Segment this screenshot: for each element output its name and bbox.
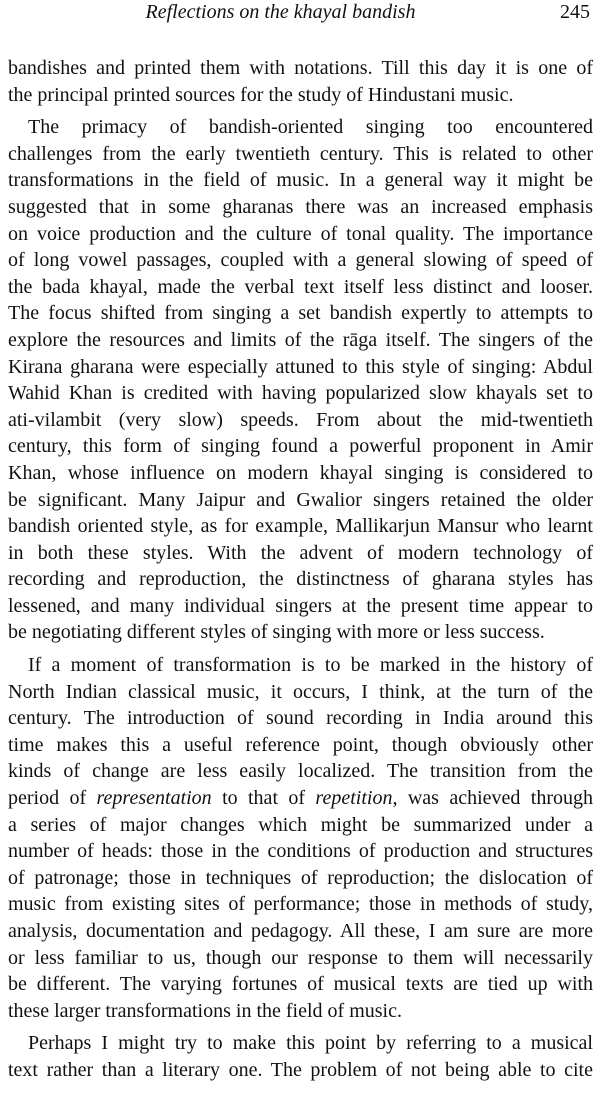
text-line: ati-vilambit (very slow) speeds. From about the mid-twentieth (8, 408, 593, 431)
text-line: Wahid Khan is credited with having popularized slow khayals set to (8, 382, 593, 405)
text-line: of patronage; those in techniques of reproduction; the dislocation of (8, 866, 593, 889)
text-line: The primacy of bandish-oriented singing too encountered (28, 116, 593, 139)
text-line: be negotiating different styles of singing with more or less success. (8, 621, 545, 644)
text-line: time makes this a useful reference point, though obviously other (8, 733, 593, 756)
text-line: kinds of change are less easily localized. The transition from the (8, 760, 593, 783)
text-line: bandish oriented style, as for example, Mallikarjun Mansur who learnt (8, 515, 593, 538)
text-line: The focus shifted from singing a set bandish expertly to attempts to (8, 302, 593, 325)
text-line: explore the resources and limits of the rāga itself. The singers of the (8, 328, 593, 351)
running-title: Reflections on the khayal bandish (145, 1, 416, 23)
text-line: the principal printed sources for the study of Hindustani music. (8, 83, 514, 106)
text-line: Khan, whose influence on modern khayal singing is considered to (8, 461, 593, 484)
text-line: lessened, and many individual singers at the present time appear to (8, 594, 593, 617)
text-line: North Indian classical music, it occurs, I think, at the turn of the (8, 680, 593, 703)
text-line: recording and reproduction, the distinctness of gharana styles has (8, 568, 593, 591)
text-line: analysis, documentation and pedagogy. All these, I am sure are more (8, 920, 593, 942)
text-line: these larger transformations in the field of music. (8, 999, 402, 1022)
text-line: Kirana gharana were especially attuned to this style of singing: Abdul (8, 355, 593, 378)
text-line: in both these styles. With the advent of modern technology of (8, 541, 593, 564)
paragraph-musical-text (8, 1030, 593, 1083)
text-line: Perhaps I might try to make this point by referring to a musical (28, 1032, 593, 1055)
text-line: on voice production and the culture of tonal quality. The importance (8, 222, 593, 245)
text-line: the bada khayal, made the verbal text itself less distinct and looser. (8, 275, 593, 298)
paragraph-transformation (8, 652, 593, 1024)
text-line: music from existing sites of performance; those in methods of study, (8, 893, 593, 916)
body-text (8, 55, 593, 1084)
text-line: If a moment of transformation is to be marked in the history of (28, 654, 593, 677)
text-line: or less familiar to us, though our response to them will necessarily (8, 946, 593, 969)
text-line: century. The introduction of sound recording in India around this (8, 707, 593, 730)
page-number: 245 (560, 1, 590, 23)
text-line: be significant. Many Jaipur and Gwalior singers retained the older (8, 488, 593, 511)
text-line: century, this form of singing found a powerful proponent in Amir (8, 435, 593, 458)
text-line: be different. The varying fortunes of musical texts are tied up with (8, 973, 593, 996)
text-line: period of representation to that of repetition, was achieved through (8, 787, 593, 810)
text-line: suggested that in some gharanas there was an increased emphasis (8, 195, 593, 218)
text-line: a series of major changes which might be summarized under a (8, 813, 593, 836)
paragraph-continued (8, 55, 593, 108)
text-line: text rather than a literary one. The problem of not being able to cite (8, 1058, 593, 1081)
text-line: number of heads: those in the conditions of production and structures (8, 840, 593, 863)
paragraph-bandish-singing (8, 114, 593, 646)
text-line: transformations in the field of music. In a general way it might be (8, 169, 593, 192)
text-line: bandishes and printed them with notations. Till this day it is one of (8, 57, 593, 79)
text-line: of long vowel passages, coupled with a general slowing of speed of (8, 249, 593, 272)
running-head (8, 0, 593, 30)
text-line: challenges from the early twentieth century. This is related to other (8, 142, 593, 165)
